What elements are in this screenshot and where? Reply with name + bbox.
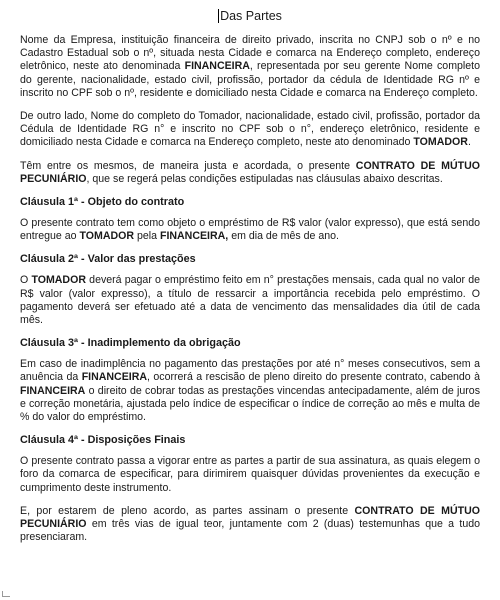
page-corner-mark bbox=[2, 591, 10, 597]
bold-term: CONTRATO DE MÚTUO PECUNIÁRIO bbox=[20, 504, 480, 531]
bold-term: TOMADOR bbox=[79, 230, 135, 243]
text-run: Têm entre os mesmos, de maneira justa e acordada, o presente bbox=[20, 159, 356, 172]
clause-3-heading: Cláusula 3ª - Inadimplemento da obrigação bbox=[20, 337, 241, 350]
clause-1-heading: Cláusula 1ª - Objeto do contrato bbox=[20, 196, 185, 209]
bold-term: CONTRATO DE MÚTUO PECUNIÁRIO bbox=[20, 159, 480, 185]
text-run: O presente contrato passa a vigorar entre as partes a partir de sua assinatura, as quais elegem o foro da comarca de especificar, para dirimirem quaisquer dúvidas provenientes da execução e cumprimento deste instrumento. bbox=[20, 455, 480, 494]
document-title bbox=[20, 8, 480, 24]
text-run: Em caso de inadimplência no pagamento das prestações por até n° meses consecutivos, sem a anuência da bbox=[20, 358, 480, 384]
text-run: em três vias de igual teor, juntamente com 2 (duas) testemunhas que a tudo presenciaram. bbox=[20, 518, 480, 544]
clause-2-body bbox=[20, 274, 480, 327]
clause-1-body bbox=[20, 217, 480, 243]
clause-4-body bbox=[20, 455, 480, 495]
text-run: E, por estarem de pleno acordo, as partes assinam o presente bbox=[20, 504, 355, 517]
text-run: Nome da Empresa, instituição financeira de direito privado, inscrita no CNPJ sob o nº e no Cadastro Estadual sob o nº, situada nesta Cidade e comarca na Endereço completo, endereço eletrônico, neste ato denominada bbox=[20, 34, 480, 73]
text-run: , representada por seu gerente Nome completo do gerente, nacionalidade, estado civil, profissão, portador da cédula de Identidade RG nº e inscrito no CPF sob o nº, residente e domiciliado nesta Cidade e comarca na Endereço completo. bbox=[20, 60, 480, 99]
bold-term: TOMADOR bbox=[31, 274, 86, 287]
bold-term: FINANCEIRA, bbox=[159, 230, 229, 243]
clause-4-heading: Cláusula 4ª - Disposições Finais bbox=[20, 434, 186, 447]
text-run: pela bbox=[134, 230, 160, 243]
text-run: , ocorrerá a rescisão de pleno direito do presente contrato, cabendo à bbox=[147, 371, 481, 384]
text-run: O bbox=[20, 274, 32, 287]
agreement-paragraph bbox=[20, 160, 480, 186]
title-text: Das Partes bbox=[220, 9, 282, 23]
text-run: . bbox=[467, 136, 471, 149]
text-run: o direito de cobrar todas as prestações vincendas antecipadamente, além de juros e correção monetária, ajustada pelo índice de especificar o índice de correção ao mês e multa de % do valor do empréstimo. bbox=[20, 384, 480, 424]
bold-term: FINANCEIRA bbox=[20, 384, 86, 397]
party-tomador-paragraph bbox=[20, 110, 480, 150]
text-run: , que se regerá pelas condições estipuladas nas cláusulas abaixo descritas. bbox=[86, 172, 443, 185]
clause-2-heading: Cláusula 2ª - Valor das prestações bbox=[20, 253, 196, 266]
bold-term: FINANCEIRA bbox=[184, 60, 250, 73]
clause-3-body bbox=[20, 358, 480, 424]
text-run: em dia de mês de ano. bbox=[228, 230, 339, 243]
bold-term: TOMADOR bbox=[413, 136, 468, 149]
bold-term: FINANCEIRA bbox=[81, 371, 148, 384]
text-run: deverá pagar o empréstimo feito em n° prestações mensais, cada qual no valor de R$ valor (valor expresso), a título de ressarcir a importância recebida pelo empréstimo. O pagamento deverá ser efetuado até a data de vencimento das mensalidades dia útil de cada mês. bbox=[20, 274, 481, 327]
text-run: De outro lado, Nome do completo do Tomador, nacionalidade, estado civil, profissão, portador da Cédula de Identidade RG n° e inscrito no CPF sob o n°, endereço eletrônico, residente e domiciliado nesta Cidade e comarca na Endereço completo, neste ato denominado bbox=[20, 110, 480, 149]
closing-paragraph bbox=[20, 505, 480, 545]
text-run: O presente contrato tem como objeto o empréstimo de R$ valor (valor expresso), que está sendo entregue ao bbox=[20, 217, 480, 243]
party-financeira-paragraph bbox=[20, 34, 480, 100]
